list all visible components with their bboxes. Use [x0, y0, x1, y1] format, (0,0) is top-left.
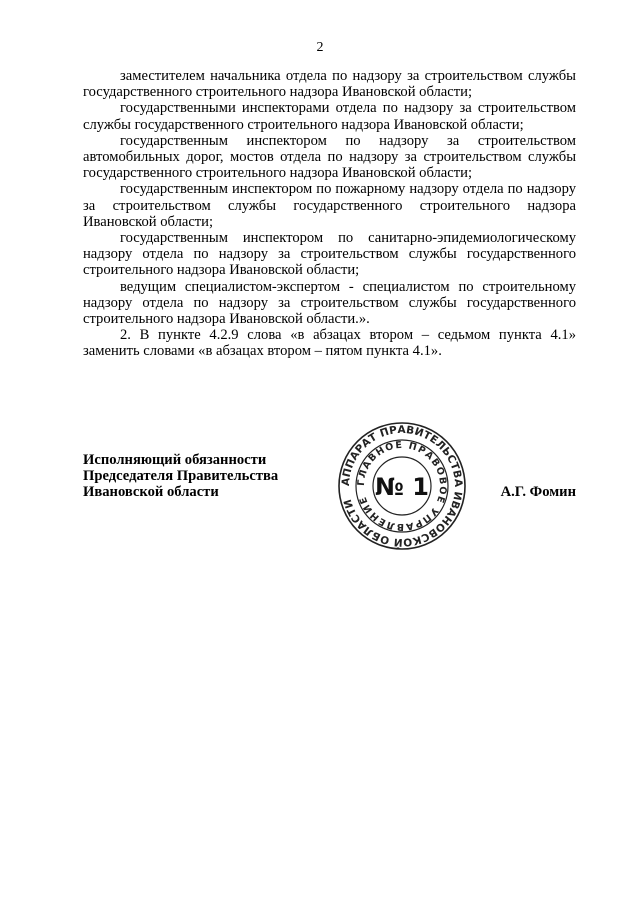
signatory-position [83, 452, 278, 501]
paragraph: государственным инспектором по надзору за строительством автомобильных дорог, мостов отдела по надзору за строительством службы государственного строительного надзора Ивановской области; [83, 132, 576, 182]
paragraph: государственными инспекторами отдела по надзору за строительством службы государственного строительного надзора Ивановской области; [83, 100, 576, 133]
position-line: Исполняющий обязанности [83, 452, 267, 468]
position-line: Ивановской области [83, 484, 219, 501]
stamp-outer-text: АППАРАТ ПРАВИТЕЛЬСТВА ИВАНОВСКОЙ ОБЛАСТИ [339, 423, 465, 549]
paragraph: заместителем начальника отдела по надзору за строительством службы государственного строительного надзора Ивановской области; [83, 68, 576, 101]
stamp-inner-text: ГЛАВНОЕ ПРАВОВОЕ УПРАВЛЕНИЕ [355, 439, 449, 533]
official-stamp [336, 420, 468, 552]
paragraph: государственным инспектором по пожарному надзору отдела по надзору за строительством службы государственного строительного надзора Ивановской области; [83, 181, 576, 230]
document-body [83, 68, 576, 360]
paragraph: 2. В пункте 4.2.9 слова «в абзацах втором – седьмом пункта 4.1» заменить словами «в абзацах втором – пятом пункта 4.1». [83, 327, 576, 360]
paragraph: государственным инспектором по санитарно-эпидемиологическому надзору отдела по надзору за строительством службы государственного строительного надзора Ивановской области; [83, 230, 576, 279]
signature-block [83, 423, 576, 549]
stamp-number: № 1 [375, 473, 429, 501]
signatory-name: А.Г. Фомин [500, 484, 576, 500]
paragraph: ведущим специалистом-экспертом - специалистом по строительному надзору отдела по надзору за строительством службы государственного строительного надзора Ивановской области.». [83, 278, 576, 328]
position-line: Председателя Правительства [83, 468, 279, 485]
page-number: 2 [316, 40, 324, 55]
